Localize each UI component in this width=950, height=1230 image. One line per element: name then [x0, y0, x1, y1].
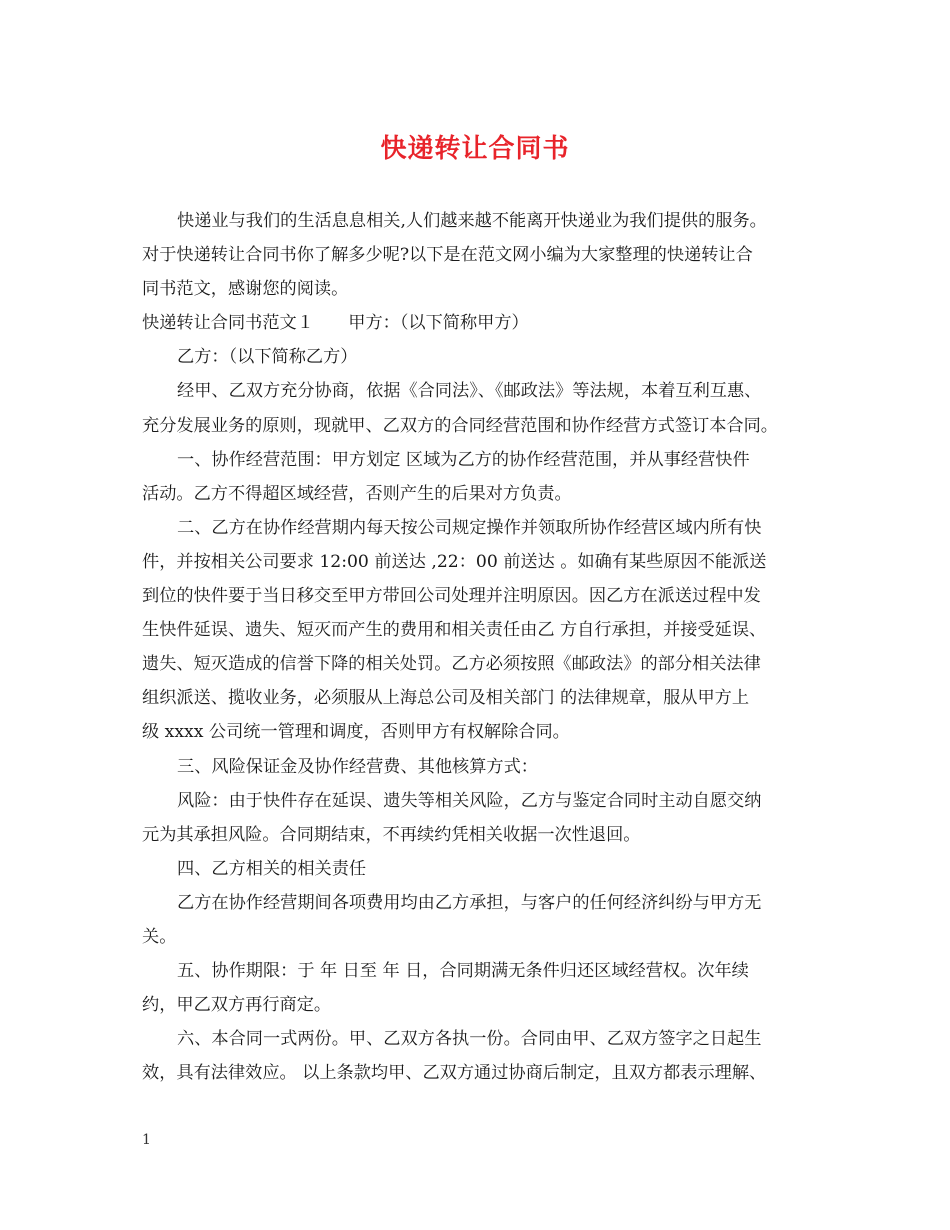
text-line: 一、协作经营范围：甲方划定 区域为乙方的协作经营范围，并从事经营快件: [177, 449, 750, 470]
text-line: 六、本合同一式两份。甲、乙双方各执一份。合同由甲、乙双方签字之日起生: [177, 1029, 762, 1050]
text-line: 同书范文，感谢您的阅读。: [142, 279, 349, 300]
text-line: 效，具有法律效应。 以上条款均甲、乙双方通过协商后制定，且双方都表示理解、: [142, 1063, 767, 1084]
text-line: 五、协作期限：于 年 日至 年 日，合同期满无条件归还区域经营权。次年续: [177, 961, 749, 982]
text-line: 充分发展业务的原则，现就甲、乙双方的合同经营范围和协作经营方式签订本合同。: [142, 415, 778, 436]
text-line: 对于快递转让合同书你了解多少呢?以下是在范文网小编为大家整理的快递转让合: [142, 245, 753, 266]
text-line: 关。: [142, 926, 177, 947]
text-line: 元为其承担风险。合同期结束，不再续约凭相关收据一次性退回。: [142, 824, 641, 845]
text-line: 组织派送、揽收业务，必须服从上海总公司及相关部门 的法律规章，服从甲方上: [142, 688, 750, 709]
text-line: 三、风险保证金及协作经营费、其他核算方式：: [177, 756, 538, 777]
text-line: 快递转让合同书范文１ 甲方：（以下简称甲方）: [142, 313, 529, 334]
text-line: 生快件延误、遗失、短灭而产生的费用和相关责任由乙 方自行承担，并接受延误、: [142, 620, 767, 641]
text-line: 活动。乙方不得超区域经营，否则产生的后果对方负责。: [142, 483, 572, 504]
document-title: 快递转让合同书: [380, 134, 570, 164]
text-line: 到位的快件要于当日移交至甲方带回公司处理并注明原因。因乙方在派送过程中发: [142, 586, 761, 607]
text-line: 二、乙方在协作经营期内每天按公司规定操作并领取所协作经营区域内所有快: [177, 517, 762, 538]
text-line: 级 xxxx 公司统一管理和调度，否则甲方有权解除合同。: [142, 722, 570, 743]
text-line: 四、乙方相关的相关责任: [177, 858, 367, 879]
page-number: 1: [142, 1132, 151, 1148]
text-line: 风险：由于快件存在延误、遗失等相关风险，乙方与鉴定合同时主动自愿交纳: [177, 790, 762, 811]
text-line: 件，并按相关公司要求 12:00 前送达 ,22：00 前送达 。如确有某些原因不能派送: [142, 551, 767, 572]
text-line: 经甲、乙双方充分协商，依据《合同法》、《邮政法》等法规，本着互利互惠、: [177, 381, 762, 402]
text-line: 约，甲乙双方再行商定。: [142, 995, 332, 1016]
text-line: 快递业与我们的生活息息相关,人们越来越不能离开快递业为我们提供的服务。: [177, 211, 767, 231]
document-body: [142, 204, 832, 1090]
text-line: 遗失、短灭造成的信誉下降的相关处罚。乙方必须按照《邮政法》的部分相关法律: [142, 654, 761, 675]
text-line: 乙方：（以下简称乙方）: [177, 347, 358, 368]
text-line: 乙方在协作经营期间各项费用均由乙方承担，与客户的任何经济纠纷与甲方无: [177, 892, 762, 913]
